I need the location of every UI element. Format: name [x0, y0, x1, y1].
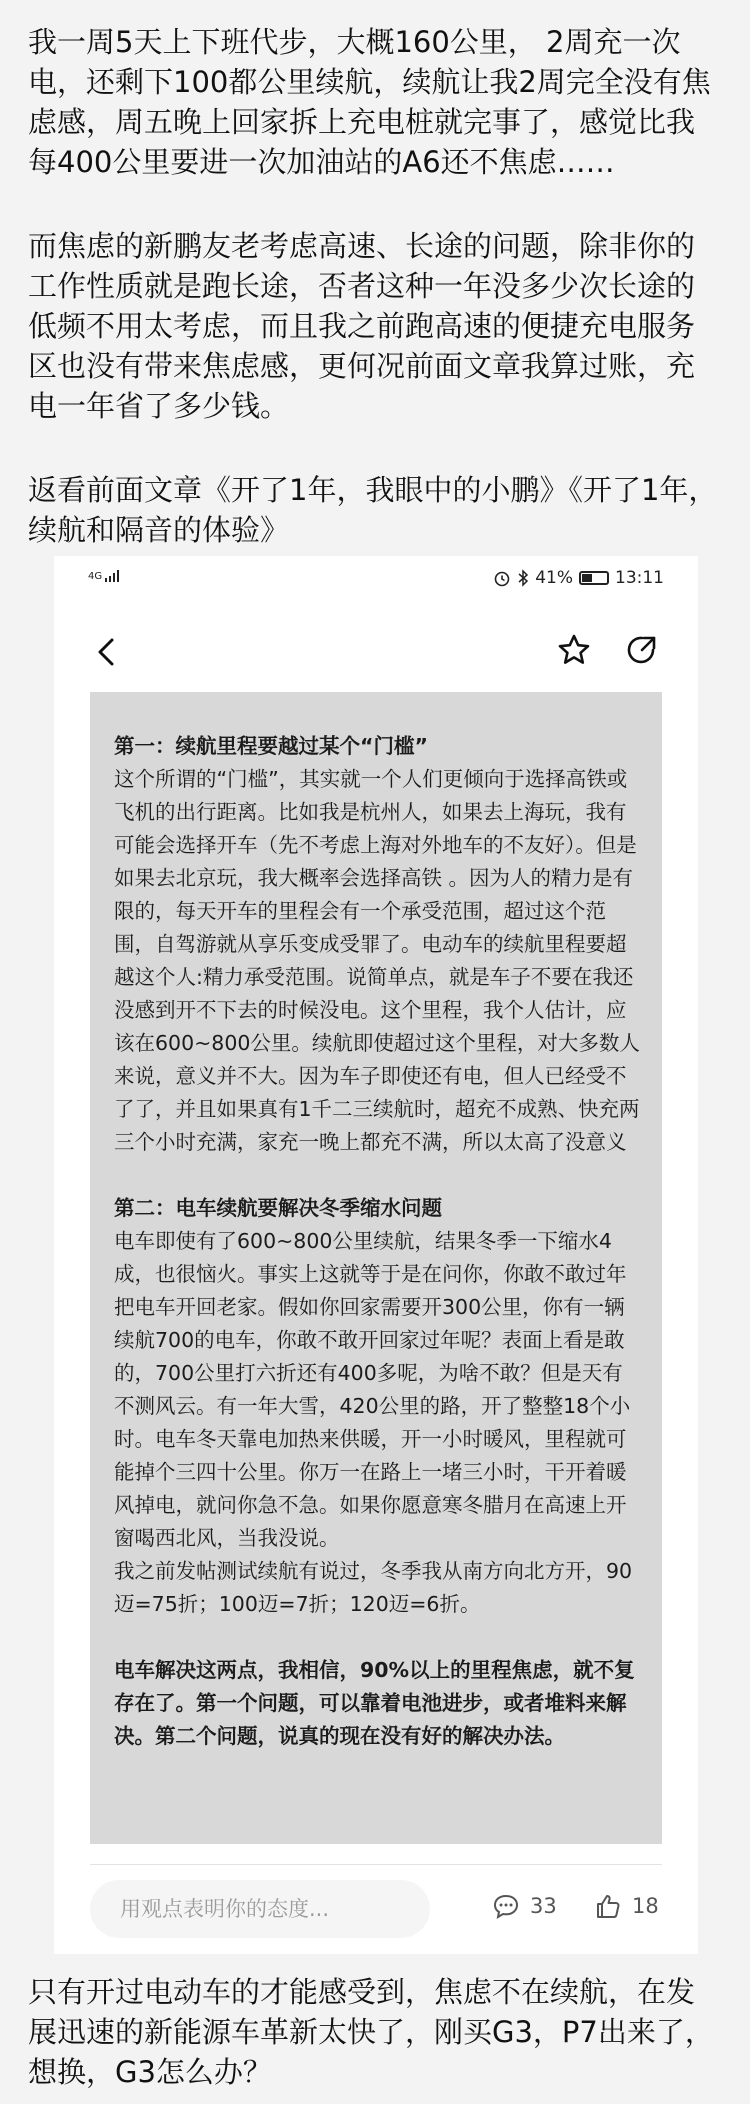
- post-paragraph-3: 返看前面文章《开了1年，我眼中的小鹏》《开了1年，续航和隔音的体验》: [28, 473, 718, 547]
- battery-percent: 41%: [535, 568, 573, 588]
- status-bar: [54, 556, 698, 604]
- section-body-2: 电车即使有了600~800公里续航，结果冬季一下缩水4成，也很恼火。事实上这就等于是在问你，你敢不敢过年把电车开回老家。假如你回家需要开300公里，你有一辆续航700的电车，你敢不敢开回家过年呢？表面上看是敢的，700公里打六折还有400多呢，为啥不敢？但是天有不测风云。有一年大雪，420公里的路，开了整整18个小时。电车冬天靠电加热来供暖，开一小时暖风，里程就可能掉个三四十公里。你万一在路上一堵三小时，干开着暖风掉电，就问你急不急。如果你愿意寒冬腊月在高速上开窗喝西北风，当我没说。: [114, 1229, 631, 1550]
- comment-input[interactable]: 用观点表明你的态度...: [90, 1880, 430, 1938]
- section-body-3: 我之前发帖测试续航有说过，冬季我从南方向北方开，90迈=75折；100迈=7折；120迈=6折。: [114, 1559, 633, 1616]
- chevron-left-icon[interactable]: [88, 632, 128, 672]
- share-icon[interactable]: [622, 630, 662, 670]
- quoted-article-card: [90, 692, 662, 1844]
- section-heading-1: 第一：续航里程要越过某个“门槛”: [114, 734, 428, 758]
- comment-count: 33: [530, 1894, 557, 1918]
- embedded-screenshot: [54, 556, 698, 1954]
- signal-label: 4G: [88, 571, 103, 582]
- article-nav-bar: [54, 612, 698, 692]
- bluetooth-icon: [517, 569, 529, 587]
- star-icon[interactable]: [554, 630, 594, 670]
- section-conclusion: 电车解决这两点，我相信，90%以上的里程焦虑，就不复存在了。第一个问题，可以靠着电池进步，或者堆料来解决。第二个问题，说真的现在没有好的解决办法。: [114, 1658, 635, 1748]
- like-count: 18: [632, 1894, 659, 1918]
- post-paragraph-1: 我一周5天上下班代步，大概160公里， 2周充一次电，还剩下100都公里续航，续航让我2周完全没有焦虑感，周五晚上回家拆上充电桩就完事了，感觉比我每400公里要进一次加油站的A6还不焦虑……: [28, 25, 711, 179]
- divider: [90, 1864, 662, 1865]
- battery-icon: [579, 571, 609, 585]
- clock-time: 13:11: [615, 568, 664, 588]
- signal-icon: [88, 570, 119, 582]
- comment-icon: [492, 1892, 520, 1920]
- comment-count-button[interactable]: [492, 1892, 557, 1920]
- alarm-icon: [493, 569, 511, 587]
- post-paragraph-2: 而焦虑的新鹏友老考虑高速、长途的问题，除非你的工作性质就是跑长途，否者这种一年没多少次长途的低频不用太考虑，而且我之前跑高速的便捷充电服务区也没有带来焦虑感，更何况前面文章我算过账，充电一年省了多少钱。: [28, 229, 696, 423]
- section-heading-2: 第二：电车续航要解决冬季缩水问题: [114, 1196, 442, 1220]
- like-count-button[interactable]: [594, 1892, 659, 1920]
- post-paragraph-4: 只有开过电动车的才能感受到，焦虑不在续航，在发展迅速的新能源车革新太快了，刚买G3，P7出来了，想换，G3怎么办？: [28, 1975, 714, 2089]
- section-body-1: 这个所谓的“门槛”，其实就一个人们更倾向于选择高铁或飞机的出行距离。比如我是杭州人，如果去上海玩，我有可能会选择开车（先不考虑上海对外地车的不友好）。但是如果去北京玩，我大概率会选择高铁 。因为人的精力是有限的，每天开车的里程会有一个承受范围，超过这个范围，自驾游就从享乐变成受罪了。电动车的续航里程要超越这个人:精力承受范围。说简单点，就是车子不要在我还没感到开不下去的时候没电。这个里程，我个人估计，应该在600~800公里。续航即使超过这个里程，对大多数人来说，意义并不大。因为车子即使还有电，但人已经受不了了，并且如果真有1千二三续航时，超充不成熟、快充两三个小时充满，家充一晚上都充不满，所以太高了没意义: [114, 767, 640, 1154]
- thumbs-up-icon: [594, 1892, 622, 1920]
